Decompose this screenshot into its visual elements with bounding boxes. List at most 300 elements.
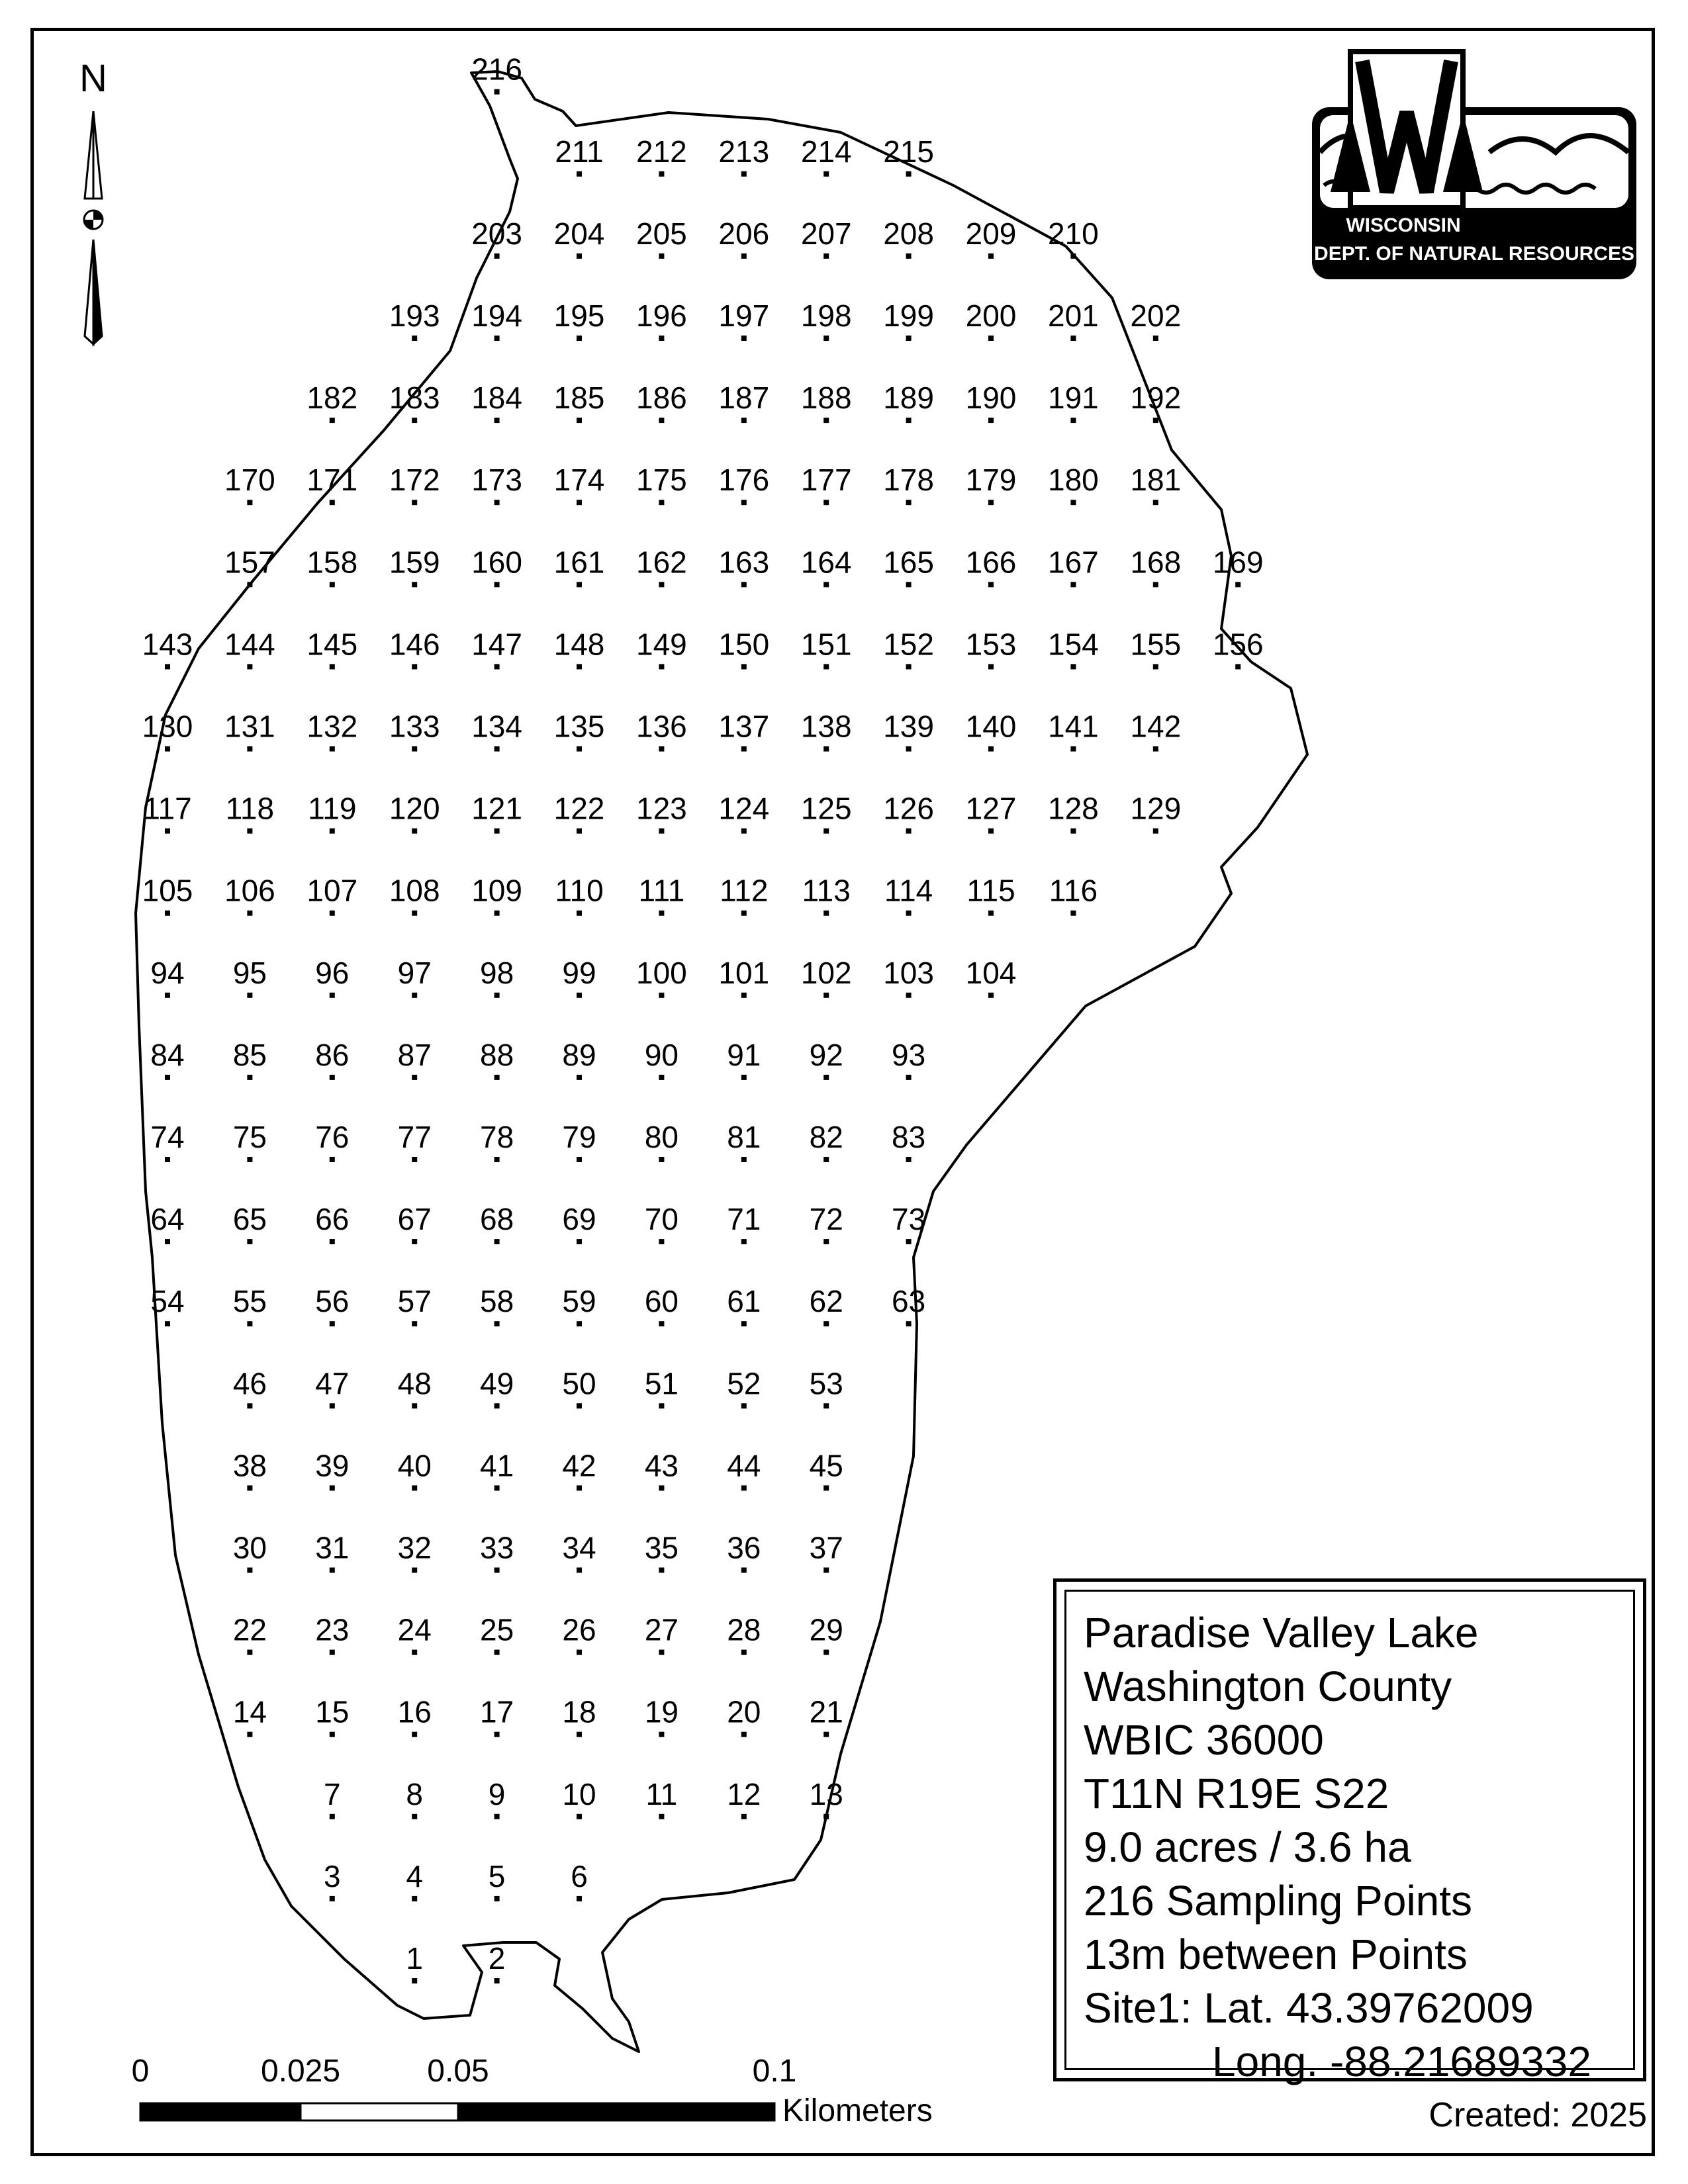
sampling-point-marker bbox=[988, 829, 994, 834]
sampling-point-marker bbox=[577, 1239, 582, 1244]
sampling-point-marker bbox=[247, 582, 252, 587]
sampling-point-marker bbox=[988, 418, 994, 423]
sampling-point bbox=[718, 216, 769, 259]
sampling-point-marker bbox=[1153, 829, 1158, 834]
sampling-point-marker bbox=[741, 253, 747, 259]
sampling-point-label: 154 bbox=[1048, 627, 1099, 662]
sampling-point bbox=[480, 1038, 514, 1080]
sampling-point-marker bbox=[741, 1814, 747, 1819]
sampling-point-label: 73 bbox=[892, 1202, 926, 1237]
sampling-point bbox=[562, 956, 596, 998]
sampling-point bbox=[315, 1284, 349, 1326]
sampling-point-marker bbox=[247, 500, 252, 505]
sampling-point-marker bbox=[330, 418, 335, 423]
sampling-point bbox=[966, 874, 1015, 916]
map-info-inner bbox=[1064, 1590, 1635, 2085]
sampling-point bbox=[562, 1202, 596, 1244]
sampling-point bbox=[636, 627, 687, 669]
sampling-point bbox=[810, 1695, 843, 1737]
sampling-point-label: 25 bbox=[480, 1612, 514, 1647]
sampling-point-label: 143 bbox=[142, 627, 193, 662]
sampling-point-label: 3 bbox=[324, 1858, 341, 1893]
sampling-point-marker bbox=[906, 747, 912, 752]
sampling-point bbox=[233, 1202, 267, 1244]
sampling-point bbox=[398, 1202, 432, 1244]
sampling-point-marker bbox=[330, 829, 335, 834]
sampling-point-label: 120 bbox=[389, 791, 440, 826]
sampling-point-marker bbox=[494, 1239, 500, 1244]
sampling-point bbox=[233, 1448, 267, 1490]
sampling-point-marker bbox=[1153, 747, 1158, 752]
sampling-point-marker bbox=[330, 747, 335, 752]
sampling-point bbox=[892, 1284, 925, 1326]
sampling-point-label: 139 bbox=[883, 709, 934, 744]
sampling-point-marker bbox=[330, 1896, 335, 1901]
scale-label-005: 0.05 bbox=[427, 2054, 489, 2089]
sampling-point-marker bbox=[906, 664, 912, 669]
sampling-point-marker bbox=[247, 1321, 252, 1326]
sampling-point-marker bbox=[412, 664, 417, 669]
sampling-point-marker bbox=[1153, 336, 1158, 341]
sampling-point-marker bbox=[659, 418, 664, 423]
sampling-point-marker bbox=[330, 1814, 335, 1819]
sampling-point bbox=[315, 956, 349, 998]
sampling-point bbox=[471, 463, 522, 505]
sampling-point-label: 38 bbox=[232, 1448, 267, 1483]
sampling-point-label: 6 bbox=[571, 1858, 588, 1893]
sampling-point-label: 207 bbox=[800, 216, 852, 251]
sampling-point-label: 214 bbox=[800, 134, 852, 169]
sampling-point-label: 90 bbox=[644, 1037, 679, 1072]
sampling-point-marker bbox=[659, 1075, 664, 1080]
sampling-point-label: 182 bbox=[306, 381, 358, 416]
sampling-point bbox=[727, 1695, 761, 1737]
sampling-point-label: 79 bbox=[562, 1120, 596, 1154]
sampling-point bbox=[810, 1448, 843, 1490]
sampling-point-marker bbox=[906, 418, 912, 423]
sampling-point-marker bbox=[330, 1075, 335, 1080]
sampling-point bbox=[306, 381, 357, 423]
sampling-point-label: 201 bbox=[1048, 298, 1099, 333]
sampling-point-label: 149 bbox=[636, 627, 687, 662]
sampling-point-label: 82 bbox=[809, 1120, 843, 1154]
sampling-point bbox=[801, 627, 852, 669]
sampling-point-marker bbox=[906, 582, 912, 587]
sampling-point-label: 66 bbox=[315, 1202, 350, 1237]
sampling-point-label: 5 bbox=[488, 1858, 506, 1893]
sampling-point-label: 44 bbox=[727, 1448, 761, 1483]
sampling-point bbox=[645, 1448, 679, 1490]
sampling-point-label: 23 bbox=[315, 1612, 350, 1647]
sampling-point-marker bbox=[823, 1650, 829, 1655]
sampling-point-marker bbox=[741, 336, 747, 341]
sampling-point-marker bbox=[988, 993, 994, 998]
sampling-point-marker bbox=[741, 1732, 747, 1737]
sampling-point-marker bbox=[247, 993, 252, 998]
sampling-point-label: 146 bbox=[389, 627, 440, 662]
sampling-point-label: 151 bbox=[800, 627, 852, 662]
sampling-point-marker bbox=[659, 253, 664, 259]
sampling-point-label: 131 bbox=[224, 709, 275, 744]
sampling-point-marker bbox=[577, 1403, 582, 1408]
sampling-point bbox=[1048, 545, 1099, 587]
sampling-point-label: 91 bbox=[727, 1037, 761, 1072]
sampling-point-marker bbox=[330, 1403, 335, 1408]
sampling-point-label: 89 bbox=[562, 1037, 596, 1072]
sampling-point-marker bbox=[988, 747, 994, 752]
sampling-point-marker bbox=[494, 993, 500, 998]
sampling-point bbox=[718, 545, 769, 587]
sampling-point-marker bbox=[741, 171, 747, 177]
sampling-point-label: 189 bbox=[883, 381, 934, 416]
sampling-point bbox=[636, 134, 687, 177]
sampling-point-marker bbox=[659, 500, 664, 505]
sampling-point-marker bbox=[494, 1321, 500, 1326]
sampling-point-label: 51 bbox=[644, 1366, 679, 1401]
sampling-point-label: 181 bbox=[1130, 463, 1182, 498]
sampling-point bbox=[810, 1284, 843, 1326]
sampling-point-label: 43 bbox=[644, 1448, 679, 1483]
sampling-point-label: 216 bbox=[471, 52, 522, 87]
sampling-point-marker bbox=[165, 664, 170, 669]
scale-label-0025: 0.025 bbox=[260, 2054, 341, 2089]
sampling-point-marker bbox=[988, 336, 994, 341]
sampling-point bbox=[306, 627, 357, 669]
sampling-point bbox=[884, 874, 933, 916]
sampling-point-marker bbox=[412, 829, 417, 834]
sampling-point bbox=[480, 1448, 514, 1490]
wdnr-logo-icon bbox=[1312, 52, 1636, 279]
sampling-point-label: 50 bbox=[562, 1366, 596, 1401]
sampling-point-marker bbox=[412, 1321, 417, 1326]
sampling-point-marker bbox=[823, 1239, 829, 1244]
sampling-point-label: 46 bbox=[232, 1366, 267, 1401]
sampling-point-marker bbox=[330, 1650, 335, 1655]
sampling-point bbox=[727, 1038, 761, 1080]
sampling-point bbox=[645, 1613, 679, 1655]
sampling-point-label: 65 bbox=[232, 1202, 267, 1237]
sampling-point bbox=[646, 1777, 678, 1819]
sampling-point-label: 58 bbox=[480, 1284, 514, 1319]
sampling-point-marker bbox=[494, 1814, 500, 1819]
sampling-point-label: 57 bbox=[397, 1284, 432, 1319]
sampling-point-marker bbox=[823, 993, 829, 998]
sampling-point-label: 196 bbox=[636, 298, 687, 333]
sampling-point-marker bbox=[741, 1403, 747, 1408]
sampling-point-label: 135 bbox=[553, 709, 605, 744]
sampling-point-marker bbox=[247, 1485, 252, 1490]
sampling-point-label: 49 bbox=[480, 1366, 514, 1401]
sampling-point bbox=[389, 627, 440, 669]
sampling-point bbox=[471, 792, 522, 834]
sampling-point-marker bbox=[577, 911, 582, 916]
sampling-point-marker bbox=[1070, 253, 1076, 259]
sampling-point bbox=[315, 1695, 349, 1737]
sampling-point-label: 138 bbox=[800, 709, 852, 744]
sampling-point-marker bbox=[577, 418, 582, 423]
sampling-point-label: 145 bbox=[306, 627, 358, 662]
sampling-point-label: 26 bbox=[562, 1612, 596, 1647]
sampling-point-label: 20 bbox=[727, 1694, 761, 1729]
sampling-point bbox=[645, 1038, 679, 1080]
sampling-point bbox=[233, 1120, 267, 1162]
sampling-point-marker bbox=[577, 1321, 582, 1326]
sampling-point-label: 97 bbox=[397, 955, 432, 990]
sampling-point-marker bbox=[659, 1239, 664, 1244]
sampling-point bbox=[398, 1038, 432, 1080]
sampling-point-label: 137 bbox=[718, 709, 770, 744]
point-spacing: 13m between Points bbox=[1084, 1931, 1468, 1978]
sampling-point-marker bbox=[494, 1650, 500, 1655]
sampling-point bbox=[555, 134, 603, 177]
sampling-point-marker bbox=[494, 1568, 500, 1573]
sampling-point-marker bbox=[823, 1403, 829, 1408]
sampling-point bbox=[224, 627, 275, 669]
sampling-point-marker bbox=[906, 171, 912, 177]
sampling-point bbox=[801, 545, 852, 587]
sampling-point-marker bbox=[659, 1650, 664, 1655]
sampling-point-label: 167 bbox=[1048, 545, 1099, 580]
sampling-point bbox=[233, 1613, 267, 1655]
sampling-point-label: 177 bbox=[800, 463, 852, 498]
sampling-point bbox=[471, 627, 522, 669]
sampling-point-label: 81 bbox=[727, 1120, 761, 1154]
sampling-point bbox=[801, 134, 852, 177]
sampling-point-label: 111 bbox=[638, 873, 685, 908]
sampling-point bbox=[883, 709, 934, 752]
sampling-point-marker bbox=[823, 1157, 829, 1162]
created-date: Created: 2025 bbox=[1429, 2096, 1647, 2134]
sampling-point bbox=[489, 1777, 506, 1819]
sampling-point-label: 173 bbox=[471, 463, 522, 498]
sampling-point bbox=[471, 216, 522, 259]
sampling-point-label: 179 bbox=[965, 463, 1017, 498]
sampling-point bbox=[636, 381, 687, 423]
sampling-point-label: 204 bbox=[553, 216, 605, 251]
sampling-point bbox=[306, 545, 357, 587]
sampling-point-marker bbox=[577, 336, 582, 341]
sampling-point bbox=[315, 1366, 349, 1408]
sampling-point bbox=[883, 463, 934, 505]
sampling-point bbox=[398, 1531, 432, 1573]
sampling-point bbox=[480, 1284, 514, 1326]
sampling-point bbox=[883, 298, 934, 341]
sampling-point-marker bbox=[165, 747, 170, 752]
sampling-point-marker bbox=[659, 911, 664, 916]
sampling-point-label: 190 bbox=[965, 381, 1017, 416]
sampling-point-marker bbox=[412, 1075, 417, 1080]
sampling-point-marker bbox=[1070, 336, 1076, 341]
sampling-point-marker bbox=[330, 993, 335, 998]
sampling-point-label: 69 bbox=[562, 1202, 596, 1237]
sampling-point-count: 216 Sampling Points bbox=[1084, 1877, 1473, 1925]
sampling-point-label: 205 bbox=[636, 216, 687, 251]
north-arrow-icon bbox=[79, 57, 107, 344]
sampling-point-marker bbox=[1235, 664, 1241, 669]
sampling-point-label: 1 bbox=[406, 1941, 423, 1976]
sampling-point-label: 153 bbox=[965, 627, 1017, 662]
sampling-point-marker bbox=[577, 171, 582, 177]
sampling-point-label: 191 bbox=[1048, 381, 1099, 416]
sampling-point-marker bbox=[412, 336, 417, 341]
sampling-point-label: 203 bbox=[471, 216, 522, 251]
sampling-point-label: 104 bbox=[965, 955, 1017, 990]
sampling-point-label: 77 bbox=[397, 1120, 432, 1154]
sampling-point bbox=[636, 792, 687, 834]
sampling-point bbox=[224, 874, 275, 916]
sampling-point bbox=[562, 1613, 596, 1655]
sampling-point-label: 34 bbox=[562, 1530, 596, 1565]
sampling-point-label: 37 bbox=[809, 1530, 843, 1565]
sampling-point bbox=[562, 1284, 596, 1326]
sampling-point-label: 171 bbox=[306, 463, 358, 498]
sampling-point-marker bbox=[412, 1485, 417, 1490]
sampling-point bbox=[562, 1038, 596, 1080]
sampling-point-marker bbox=[823, 1732, 829, 1737]
sampling-point bbox=[727, 1531, 761, 1573]
sampling-point-marker bbox=[577, 1814, 582, 1819]
sampling-point bbox=[471, 381, 522, 423]
scale-bar bbox=[132, 2054, 933, 2128]
sampling-point bbox=[562, 1777, 596, 1819]
sampling-point-marker bbox=[659, 1814, 664, 1819]
sampling-point-label: 112 bbox=[720, 873, 769, 908]
sampling-point-marker bbox=[988, 911, 994, 916]
sampling-point-label: 166 bbox=[965, 545, 1017, 580]
sampling-point-label: 168 bbox=[1130, 545, 1182, 580]
sampling-point-label: 80 bbox=[644, 1120, 679, 1154]
sampling-point-marker bbox=[494, 582, 500, 587]
sampling-point-marker bbox=[247, 1650, 252, 1655]
sampling-point-marker bbox=[823, 418, 829, 423]
sampling-point bbox=[1048, 627, 1099, 669]
sampling-point-marker bbox=[659, 171, 664, 177]
sampling-point-label: 17 bbox=[480, 1694, 514, 1729]
sampling-point-label: 125 bbox=[800, 791, 852, 826]
sampling-point bbox=[406, 1859, 423, 1901]
sampling-point-marker bbox=[247, 1403, 252, 1408]
sampling-point bbox=[224, 463, 275, 505]
sampling-point-marker bbox=[741, 1239, 747, 1244]
sampling-point-marker bbox=[1153, 582, 1158, 587]
sampling-point-marker bbox=[659, 1485, 664, 1490]
sampling-point-label: 74 bbox=[150, 1120, 185, 1154]
sampling-point-marker bbox=[741, 747, 747, 752]
sampling-point bbox=[727, 1202, 761, 1244]
map-info-box bbox=[1053, 1578, 1646, 2085]
sampling-point bbox=[727, 1284, 761, 1326]
sampling-point-label: 175 bbox=[636, 463, 687, 498]
sampling-point-marker bbox=[741, 582, 747, 587]
sampling-point-marker bbox=[823, 1321, 829, 1326]
sampling-point bbox=[718, 381, 769, 423]
sampling-point-label: 10 bbox=[562, 1776, 596, 1811]
sampling-point bbox=[1130, 463, 1181, 505]
sampling-point-label: 133 bbox=[389, 709, 440, 744]
sampling-point-marker bbox=[247, 1568, 252, 1573]
sampling-point-marker bbox=[906, 911, 912, 916]
sampling-point-label: 200 bbox=[965, 298, 1017, 333]
lake-area: 9.0 acres / 3.6 ha bbox=[1084, 1823, 1411, 1871]
sampling-point-label: 115 bbox=[966, 873, 1015, 908]
sampling-point-label: 95 bbox=[232, 955, 267, 990]
sampling-point bbox=[471, 298, 522, 341]
sampling-point-label: 56 bbox=[315, 1284, 350, 1319]
sampling-point-label: 147 bbox=[471, 627, 522, 662]
sampling-point-marker bbox=[494, 1485, 500, 1490]
sampling-point bbox=[480, 956, 514, 998]
sampling-point-marker bbox=[247, 747, 252, 752]
sampling-point-marker bbox=[247, 1239, 252, 1244]
sampling-point-marker bbox=[330, 1485, 335, 1490]
sampling-point-marker bbox=[659, 1321, 664, 1326]
sampling-point-marker bbox=[659, 1157, 664, 1162]
sampling-point-marker bbox=[741, 1485, 747, 1490]
sampling-point bbox=[398, 956, 432, 998]
sampling-point-label: 150 bbox=[718, 627, 770, 662]
sampling-point-marker bbox=[1153, 500, 1158, 505]
sampling-point-marker bbox=[412, 1896, 417, 1901]
sampling-point-marker bbox=[988, 253, 994, 259]
sampling-point bbox=[389, 545, 440, 587]
sampling-point-label: 60 bbox=[644, 1284, 679, 1319]
sampling-point-marker bbox=[659, 664, 664, 669]
sampling-point bbox=[554, 298, 605, 341]
sampling-point-marker bbox=[1070, 500, 1076, 505]
sampling-point-marker bbox=[906, 829, 912, 834]
sampling-point bbox=[480, 1613, 514, 1655]
sampling-point-label: 156 bbox=[1212, 627, 1264, 662]
sampling-point bbox=[802, 874, 851, 916]
sampling-point-marker bbox=[330, 911, 335, 916]
sampling-point bbox=[1130, 627, 1181, 669]
sampling-point-marker bbox=[577, 500, 582, 505]
sampling-point-marker bbox=[1070, 418, 1076, 423]
sampling-point bbox=[562, 1448, 596, 1490]
sampling-point bbox=[966, 545, 1017, 587]
sampling-point-marker bbox=[659, 993, 664, 998]
sampling-point-label: 36 bbox=[727, 1530, 761, 1565]
sampling-point bbox=[883, 792, 934, 834]
site1-latitude: Site1: Lat. 43.39762009 bbox=[1084, 1984, 1534, 2032]
sampling-point-marker bbox=[412, 1732, 417, 1737]
sampling-point-label: 98 bbox=[480, 955, 514, 990]
sampling-point-label: 110 bbox=[555, 873, 604, 908]
sampling-point bbox=[1130, 792, 1181, 834]
sampling-point-label: 114 bbox=[884, 873, 933, 908]
sampling-point-label: 163 bbox=[718, 545, 770, 580]
sampling-point-marker bbox=[741, 1650, 747, 1655]
sampling-point bbox=[966, 627, 1017, 669]
sampling-point-marker bbox=[988, 582, 994, 587]
sampling-point-label: 7 bbox=[324, 1776, 341, 1811]
sampling-point-marker bbox=[330, 500, 335, 505]
sampling-point-label: 140 bbox=[965, 709, 1017, 744]
sampling-point bbox=[718, 463, 769, 505]
sampling-point-label: 70 bbox=[644, 1202, 679, 1237]
sampling-point-label: 32 bbox=[397, 1530, 432, 1565]
sampling-point bbox=[406, 1941, 423, 1983]
sampling-point bbox=[892, 1038, 925, 1080]
sampling-point-label: 117 bbox=[143, 791, 192, 826]
sampling-point-label: 61 bbox=[727, 1284, 761, 1319]
sampling-point bbox=[315, 1120, 349, 1162]
township-range-section: T11N R19E S22 bbox=[1084, 1770, 1389, 1817]
sampling-point-label: 21 bbox=[809, 1694, 843, 1729]
sampling-point bbox=[233, 1038, 267, 1080]
sampling-point-marker bbox=[741, 664, 747, 669]
sampling-point bbox=[645, 1120, 679, 1162]
